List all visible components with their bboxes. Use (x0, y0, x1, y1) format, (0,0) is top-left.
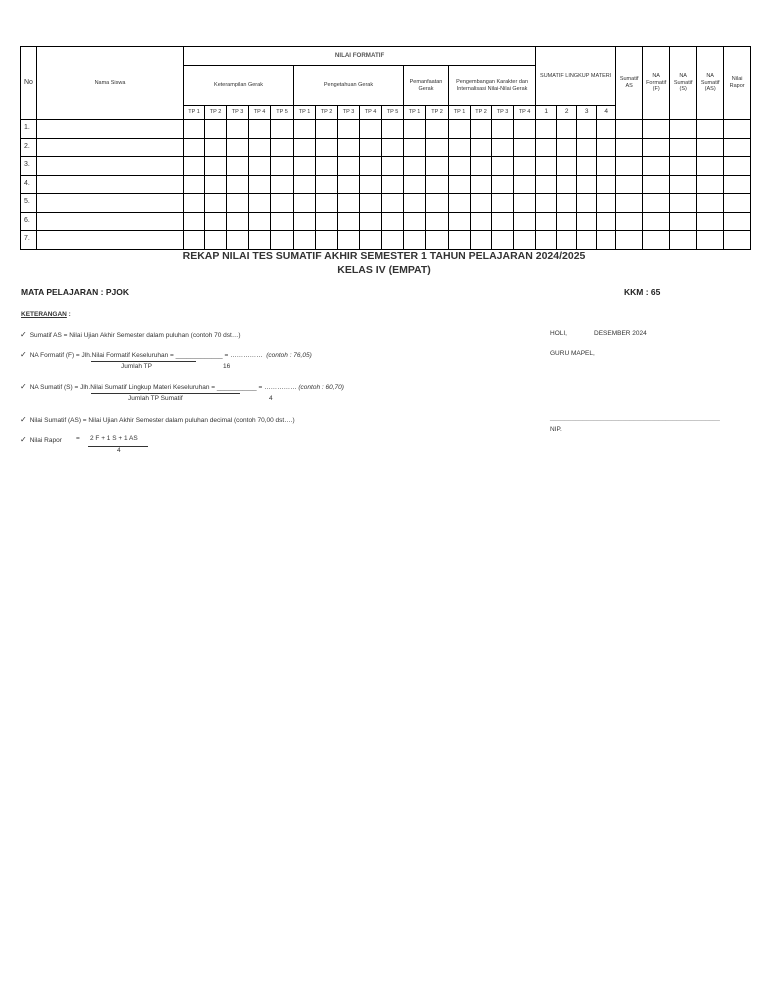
grade-cell[interactable] (338, 212, 360, 231)
item2-dots: …………… (230, 352, 263, 359)
grade-cell[interactable] (404, 175, 426, 194)
keterangan-item-3 (20, 382, 344, 391)
grade-cell[interactable] (449, 157, 471, 176)
header-group-pemanfaatan: Pemanfaatan Gerak (404, 66, 449, 106)
mata-pelajaran: MATA PELAJARAN : PJOK (21, 287, 129, 297)
grade-cell[interactable] (426, 157, 449, 176)
grade-cell[interactable] (536, 157, 557, 176)
grade-cell[interactable] (643, 212, 670, 231)
tp-header: TP 1 (449, 106, 471, 120)
grade-cell[interactable] (697, 212, 724, 231)
grade-cell[interactable] (227, 212, 249, 231)
student-name-cell[interactable] (37, 120, 184, 139)
grade-cell[interactable] (316, 231, 338, 250)
item1-text: Sumatif AS = Nilai Ujian Akhir Semester dalam puluhan (contoh 70 dst…) (29, 332, 241, 339)
student-name-cell[interactable] (37, 231, 184, 250)
signature-date: DESEMBER 2024 (594, 330, 647, 337)
grade-cell[interactable] (404, 194, 426, 213)
grade-cell[interactable] (316, 120, 338, 139)
grade-cell[interactable] (514, 194, 536, 213)
sumatif-number-header: 4 (597, 106, 616, 120)
grade-cell[interactable] (577, 231, 597, 250)
sumatif-number-header: 1 (536, 106, 557, 120)
header-na-formatif: NA Formatif (F) (643, 47, 670, 120)
item3-eq2: = (256, 384, 265, 391)
grade-cell[interactable] (184, 138, 205, 157)
grade-cell[interactable] (449, 231, 471, 250)
keterangan-heading (21, 311, 71, 318)
item3-divisor: 4 (269, 395, 273, 402)
grade-cell[interactable] (227, 120, 249, 139)
grade-cell[interactable] (643, 157, 670, 176)
check-icon: ✓ (20, 350, 27, 359)
item2-denominator: Jumlah TP (121, 363, 152, 370)
tp-header: TP 5 (271, 106, 294, 120)
grade-cell[interactable] (184, 194, 205, 213)
table-row (21, 175, 751, 194)
kkm: KKM : 65 (624, 287, 661, 297)
grade-cell[interactable] (724, 231, 751, 250)
item3-eq: = (209, 384, 217, 391)
grade-cell[interactable] (597, 120, 616, 139)
grade-cell[interactable] (449, 175, 471, 194)
grade-cell[interactable] (471, 157, 492, 176)
grade-cell[interactable] (616, 194, 643, 213)
grade-cell[interactable] (271, 157, 294, 176)
row-number: 6. (21, 212, 37, 231)
grade-cell[interactable] (557, 157, 577, 176)
grade-cell[interactable] (184, 157, 205, 176)
table-row (21, 231, 751, 250)
grade-recap-table (20, 46, 751, 250)
grade-cell[interactable] (404, 231, 426, 250)
tp-header: TP 2 (205, 106, 227, 120)
grade-cell[interactable] (536, 138, 557, 157)
table-row (21, 194, 751, 213)
report-title: REKAP NILAI TES SUMATIF AKHIR SEMESTER 1 TAHUN PELAJARAN 2024/2025 (182, 250, 586, 262)
grade-cell[interactable] (597, 138, 616, 157)
grade-cell[interactable] (205, 120, 227, 139)
grade-cell[interactable] (670, 138, 697, 157)
tp-header: TP 2 (426, 106, 449, 120)
check-icon: ✓ (20, 415, 27, 424)
item3-dots: …………… (264, 384, 297, 391)
item2-eq2: = (222, 352, 231, 359)
row-number: 1. (21, 120, 37, 139)
check-icon: ✓ (20, 330, 27, 339)
grade-cell[interactable] (382, 194, 404, 213)
grade-cell[interactable] (184, 212, 205, 231)
grade-cell[interactable] (697, 120, 724, 139)
item5-prefix: Nilai Rapor (29, 437, 62, 444)
grade-cell[interactable] (227, 157, 249, 176)
grade-cell[interactable] (382, 120, 404, 139)
grade-cell[interactable] (643, 194, 670, 213)
item2-fraction-line (91, 361, 196, 362)
grade-cell[interactable] (271, 231, 294, 250)
grade-cell[interactable] (271, 175, 294, 194)
grade-cell[interactable] (360, 175, 382, 194)
item5-eq: = (76, 435, 80, 442)
grade-cell[interactable] (404, 212, 426, 231)
grade-cell[interactable] (643, 138, 670, 157)
row-number: 7. (21, 231, 37, 250)
tp-header: TP 4 (360, 106, 382, 120)
grade-cell[interactable] (294, 212, 316, 231)
grade-cell[interactable] (360, 231, 382, 250)
grade-cell[interactable] (382, 138, 404, 157)
header-na-sumatif: NA Sumatif (S) (670, 47, 697, 120)
grade-cell[interactable] (616, 120, 643, 139)
grade-cell[interactable] (471, 138, 492, 157)
grade-cell[interactable] (426, 175, 449, 194)
report-subtitle: KELAS IV (EMPAT) (337, 264, 431, 276)
header-no: No (21, 47, 37, 120)
grade-cell[interactable] (492, 231, 514, 250)
keterangan-colon: : (66, 311, 71, 318)
grade-cell[interactable] (577, 120, 597, 139)
grade-cell[interactable] (514, 157, 536, 176)
grade-cell[interactable] (360, 138, 382, 157)
grade-cell[interactable] (514, 120, 536, 139)
grade-cell[interactable] (536, 120, 557, 139)
grade-cell[interactable] (616, 157, 643, 176)
row-number: 5. (21, 194, 37, 213)
grade-cell[interactable] (294, 157, 316, 176)
grade-cell[interactable] (577, 157, 597, 176)
grade-cell[interactable] (670, 157, 697, 176)
grade-cell[interactable] (382, 175, 404, 194)
grade-cell[interactable] (557, 138, 577, 157)
grade-cell[interactable] (724, 120, 751, 139)
grade-cell[interactable] (557, 175, 577, 194)
grade-cell[interactable] (577, 175, 597, 194)
grade-cell[interactable] (643, 175, 670, 194)
table-row (21, 157, 751, 176)
grade-cell[interactable] (294, 231, 316, 250)
grade-cell[interactable] (597, 157, 616, 176)
grade-cell[interactable] (670, 212, 697, 231)
grade-cell[interactable] (426, 120, 449, 139)
grade-cell[interactable] (271, 120, 294, 139)
grade-cell[interactable] (536, 194, 557, 213)
grade-cell[interactable] (449, 212, 471, 231)
grade-cell[interactable] (492, 175, 514, 194)
signature-name-line: _______________________________________________ (550, 414, 720, 421)
grade-cell[interactable] (643, 120, 670, 139)
header-nama-siswa: Nama Siswa (37, 47, 184, 120)
grade-cell[interactable] (382, 212, 404, 231)
item2-example: (contoh : 76,05) (266, 352, 312, 359)
grade-cell[interactable] (643, 231, 670, 250)
grade-cell[interactable] (227, 194, 249, 213)
grade-cell[interactable] (338, 231, 360, 250)
grade-cell[interactable] (316, 212, 338, 231)
student-name-cell[interactable] (37, 138, 184, 157)
grade-cell[interactable] (316, 194, 338, 213)
grade-cell[interactable] (697, 231, 724, 250)
grade-cell[interactable] (404, 120, 426, 139)
grade-cell[interactable] (249, 175, 271, 194)
tp-header: TP 1 (294, 106, 316, 120)
keterangan-item-2 (20, 350, 312, 359)
grade-cell[interactable] (536, 212, 557, 231)
tp-header: TP 1 (404, 106, 426, 120)
grade-cell[interactable] (205, 175, 227, 194)
grade-cell[interactable] (514, 175, 536, 194)
item3-example: (contoh : 60,70) (298, 384, 344, 391)
grade-cell[interactable] (492, 138, 514, 157)
grade-cell[interactable] (249, 194, 271, 213)
grade-cell[interactable] (577, 138, 597, 157)
item2-blank: _____________ (175, 352, 223, 359)
grade-cell[interactable] (227, 231, 249, 250)
tp-header: TP 2 (316, 106, 338, 120)
grade-cell[interactable] (557, 120, 577, 139)
tp-header: TP 2 (471, 106, 492, 120)
header-sumatif-as: Sumatif AS (616, 47, 643, 120)
item4-text: Nilai Sumatif (AS) = Nilai Ujian Akhir Semester dalam puluhan decimal (contoh 70,00 dst….) (29, 417, 295, 424)
grade-cell[interactable] (514, 212, 536, 231)
grade-cell[interactable] (724, 194, 751, 213)
grade-cell[interactable] (382, 157, 404, 176)
grade-cell[interactable] (271, 138, 294, 157)
student-name-cell[interactable] (37, 194, 184, 213)
grade-cell[interactable] (471, 194, 492, 213)
keterangan-item-1 (20, 330, 241, 339)
grade-cell[interactable] (227, 175, 249, 194)
grade-cell[interactable] (471, 231, 492, 250)
student-name-cell[interactable] (37, 175, 184, 194)
row-number: 4. (21, 175, 37, 194)
grade-cell[interactable] (360, 194, 382, 213)
grade-cell[interactable] (492, 157, 514, 176)
item5-numerator: 2 F + 1 S + 1 AS (90, 435, 138, 442)
grade-cell[interactable] (184, 175, 205, 194)
grade-cell[interactable] (724, 212, 751, 231)
grade-cell[interactable] (360, 212, 382, 231)
grade-cell[interactable] (514, 138, 536, 157)
item5-denominator: 4 (117, 447, 121, 454)
grade-cell[interactable] (597, 212, 616, 231)
student-name-cell[interactable] (37, 157, 184, 176)
grade-cell[interactable] (316, 157, 338, 176)
grade-cell[interactable] (205, 157, 227, 176)
grade-cell[interactable] (577, 212, 597, 231)
tp-header: TP 4 (514, 106, 536, 120)
grade-cell[interactable] (316, 175, 338, 194)
grade-cell[interactable] (557, 231, 577, 250)
keterangan-item-4 (20, 415, 295, 424)
grade-cell[interactable] (471, 120, 492, 139)
item3-prefix: NA Sumatif (S) = (29, 384, 81, 391)
header-na-sumatif-as: NA Sumatif (AS) (697, 47, 724, 120)
grade-cell[interactable] (227, 138, 249, 157)
grade-cell[interactable] (670, 120, 697, 139)
grade-cell[interactable] (597, 194, 616, 213)
grade-cell[interactable] (205, 231, 227, 250)
grade-cell[interactable] (670, 175, 697, 194)
grade-cell[interactable] (670, 194, 697, 213)
sumatif-number-header: 3 (577, 106, 597, 120)
grade-cell[interactable] (557, 194, 577, 213)
table-row (21, 138, 751, 157)
item2-eq: = (168, 352, 176, 359)
tp-header: TP 1 (184, 106, 205, 120)
grade-cell[interactable] (249, 157, 271, 176)
grade-cell[interactable] (316, 138, 338, 157)
grade-cell[interactable] (616, 175, 643, 194)
grade-cell[interactable] (338, 120, 360, 139)
grade-cell[interactable] (426, 212, 449, 231)
table-row (21, 212, 751, 231)
grade-cell[interactable] (514, 231, 536, 250)
grade-cell[interactable] (294, 120, 316, 139)
grade-cell[interactable] (249, 120, 271, 139)
signature-nip: NIP. (550, 426, 562, 433)
grade-cell[interactable] (249, 138, 271, 157)
table-row (21, 120, 751, 139)
grade-cell[interactable] (205, 212, 227, 231)
grade-cell[interactable] (724, 138, 751, 157)
grade-cell[interactable] (360, 157, 382, 176)
keterangan-item-5 (20, 435, 62, 444)
row-number: 3. (21, 157, 37, 176)
check-icon: ✓ (20, 382, 27, 391)
grade-cell[interactable] (724, 175, 751, 194)
grade-cell[interactable] (536, 175, 557, 194)
grade-cell[interactable] (616, 212, 643, 231)
keterangan-label: KETERANGAN (21, 311, 67, 318)
item3-blank: ___________ (216, 384, 257, 391)
grade-cell[interactable] (426, 231, 449, 250)
grade-cell[interactable] (338, 175, 360, 194)
grade-cell[interactable] (492, 212, 514, 231)
grade-cell[interactable] (271, 194, 294, 213)
grade-cell[interactable] (205, 194, 227, 213)
grade-cell[interactable] (492, 120, 514, 139)
grade-cell[interactable] (597, 231, 616, 250)
grade-cell[interactable] (697, 157, 724, 176)
student-name-cell[interactable] (37, 212, 184, 231)
header-group-pengetahuan: Pengetahuan Gerak (294, 66, 404, 106)
grade-cell[interactable] (294, 175, 316, 194)
grade-cell[interactable] (557, 212, 577, 231)
check-icon: ✓ (20, 435, 27, 444)
tp-header: TP 4 (249, 106, 271, 120)
grade-cell[interactable] (697, 138, 724, 157)
grade-cell[interactable] (616, 231, 643, 250)
item3-denominator: Jumlah TP Sumatif (128, 395, 183, 402)
grade-cell[interactable] (697, 194, 724, 213)
grade-cell[interactable] (724, 157, 751, 176)
grade-cell[interactable] (492, 194, 514, 213)
grade-cell[interactable] (404, 157, 426, 176)
grade-cell[interactable] (426, 138, 449, 157)
grade-cell[interactable] (382, 231, 404, 250)
grade-cell[interactable] (697, 175, 724, 194)
item2-prefix: NA Formatif (F) = (29, 352, 82, 359)
grade-cell[interactable] (249, 212, 271, 231)
grade-cell[interactable] (184, 231, 205, 250)
grade-cell[interactable] (184, 120, 205, 139)
item2-divisor: 16 (223, 363, 231, 370)
tp-header: TP 3 (492, 106, 514, 120)
tp-header: TP 5 (382, 106, 404, 120)
sumatif-number-header: 2 (557, 106, 577, 120)
grade-cell[interactable] (577, 194, 597, 213)
tp-header: TP 3 (227, 106, 249, 120)
grade-cell[interactable] (471, 175, 492, 194)
grade-cell[interactable] (449, 120, 471, 139)
grade-cell[interactable] (670, 231, 697, 250)
signature-place: HOLI, (550, 330, 567, 337)
header-sumatif-lingkup: SUMATIF LINGKUP MATERI (536, 47, 616, 106)
signature-role: GURU MAPEL, (550, 350, 595, 357)
tp-header: TP 3 (338, 106, 360, 120)
grade-cell[interactable] (360, 120, 382, 139)
grade-cell[interactable] (249, 231, 271, 250)
item3-numerator: Jlh.Nilai Sumatif Lingkup Materi Keseluruhan (80, 384, 210, 391)
grade-cell[interactable] (426, 194, 449, 213)
grade-cell[interactable] (616, 138, 643, 157)
grade-cell[interactable] (404, 138, 426, 157)
grade-cell[interactable] (536, 231, 557, 250)
header-group-pengembangan: Pengembangan Karakter dan Internalisasi Nilai-Nilai Gerak (449, 66, 536, 106)
grade-cell[interactable] (271, 212, 294, 231)
header-nilai-rapor: Nilai Rapor (724, 47, 751, 120)
grade-cell[interactable] (471, 212, 492, 231)
row-number: 2. (21, 138, 37, 157)
grade-cell[interactable] (294, 138, 316, 157)
item3-fraction-line (91, 393, 240, 394)
grade-cell[interactable] (449, 138, 471, 157)
header-nilai-formatif: NILAI FORMATIF (184, 47, 536, 66)
grade-cell[interactable] (205, 138, 227, 157)
grade-cell[interactable] (449, 194, 471, 213)
grade-cell[interactable] (597, 175, 616, 194)
grade-cell[interactable] (294, 194, 316, 213)
grade-cell[interactable] (338, 157, 360, 176)
grade-cell[interactable] (338, 194, 360, 213)
grade-cell[interactable] (338, 138, 360, 157)
item2-numerator: Jlh.Nilai Formatif Keseluruhan (81, 352, 169, 359)
header-group-keterampilan: Keterampilan Gerak (184, 66, 294, 106)
